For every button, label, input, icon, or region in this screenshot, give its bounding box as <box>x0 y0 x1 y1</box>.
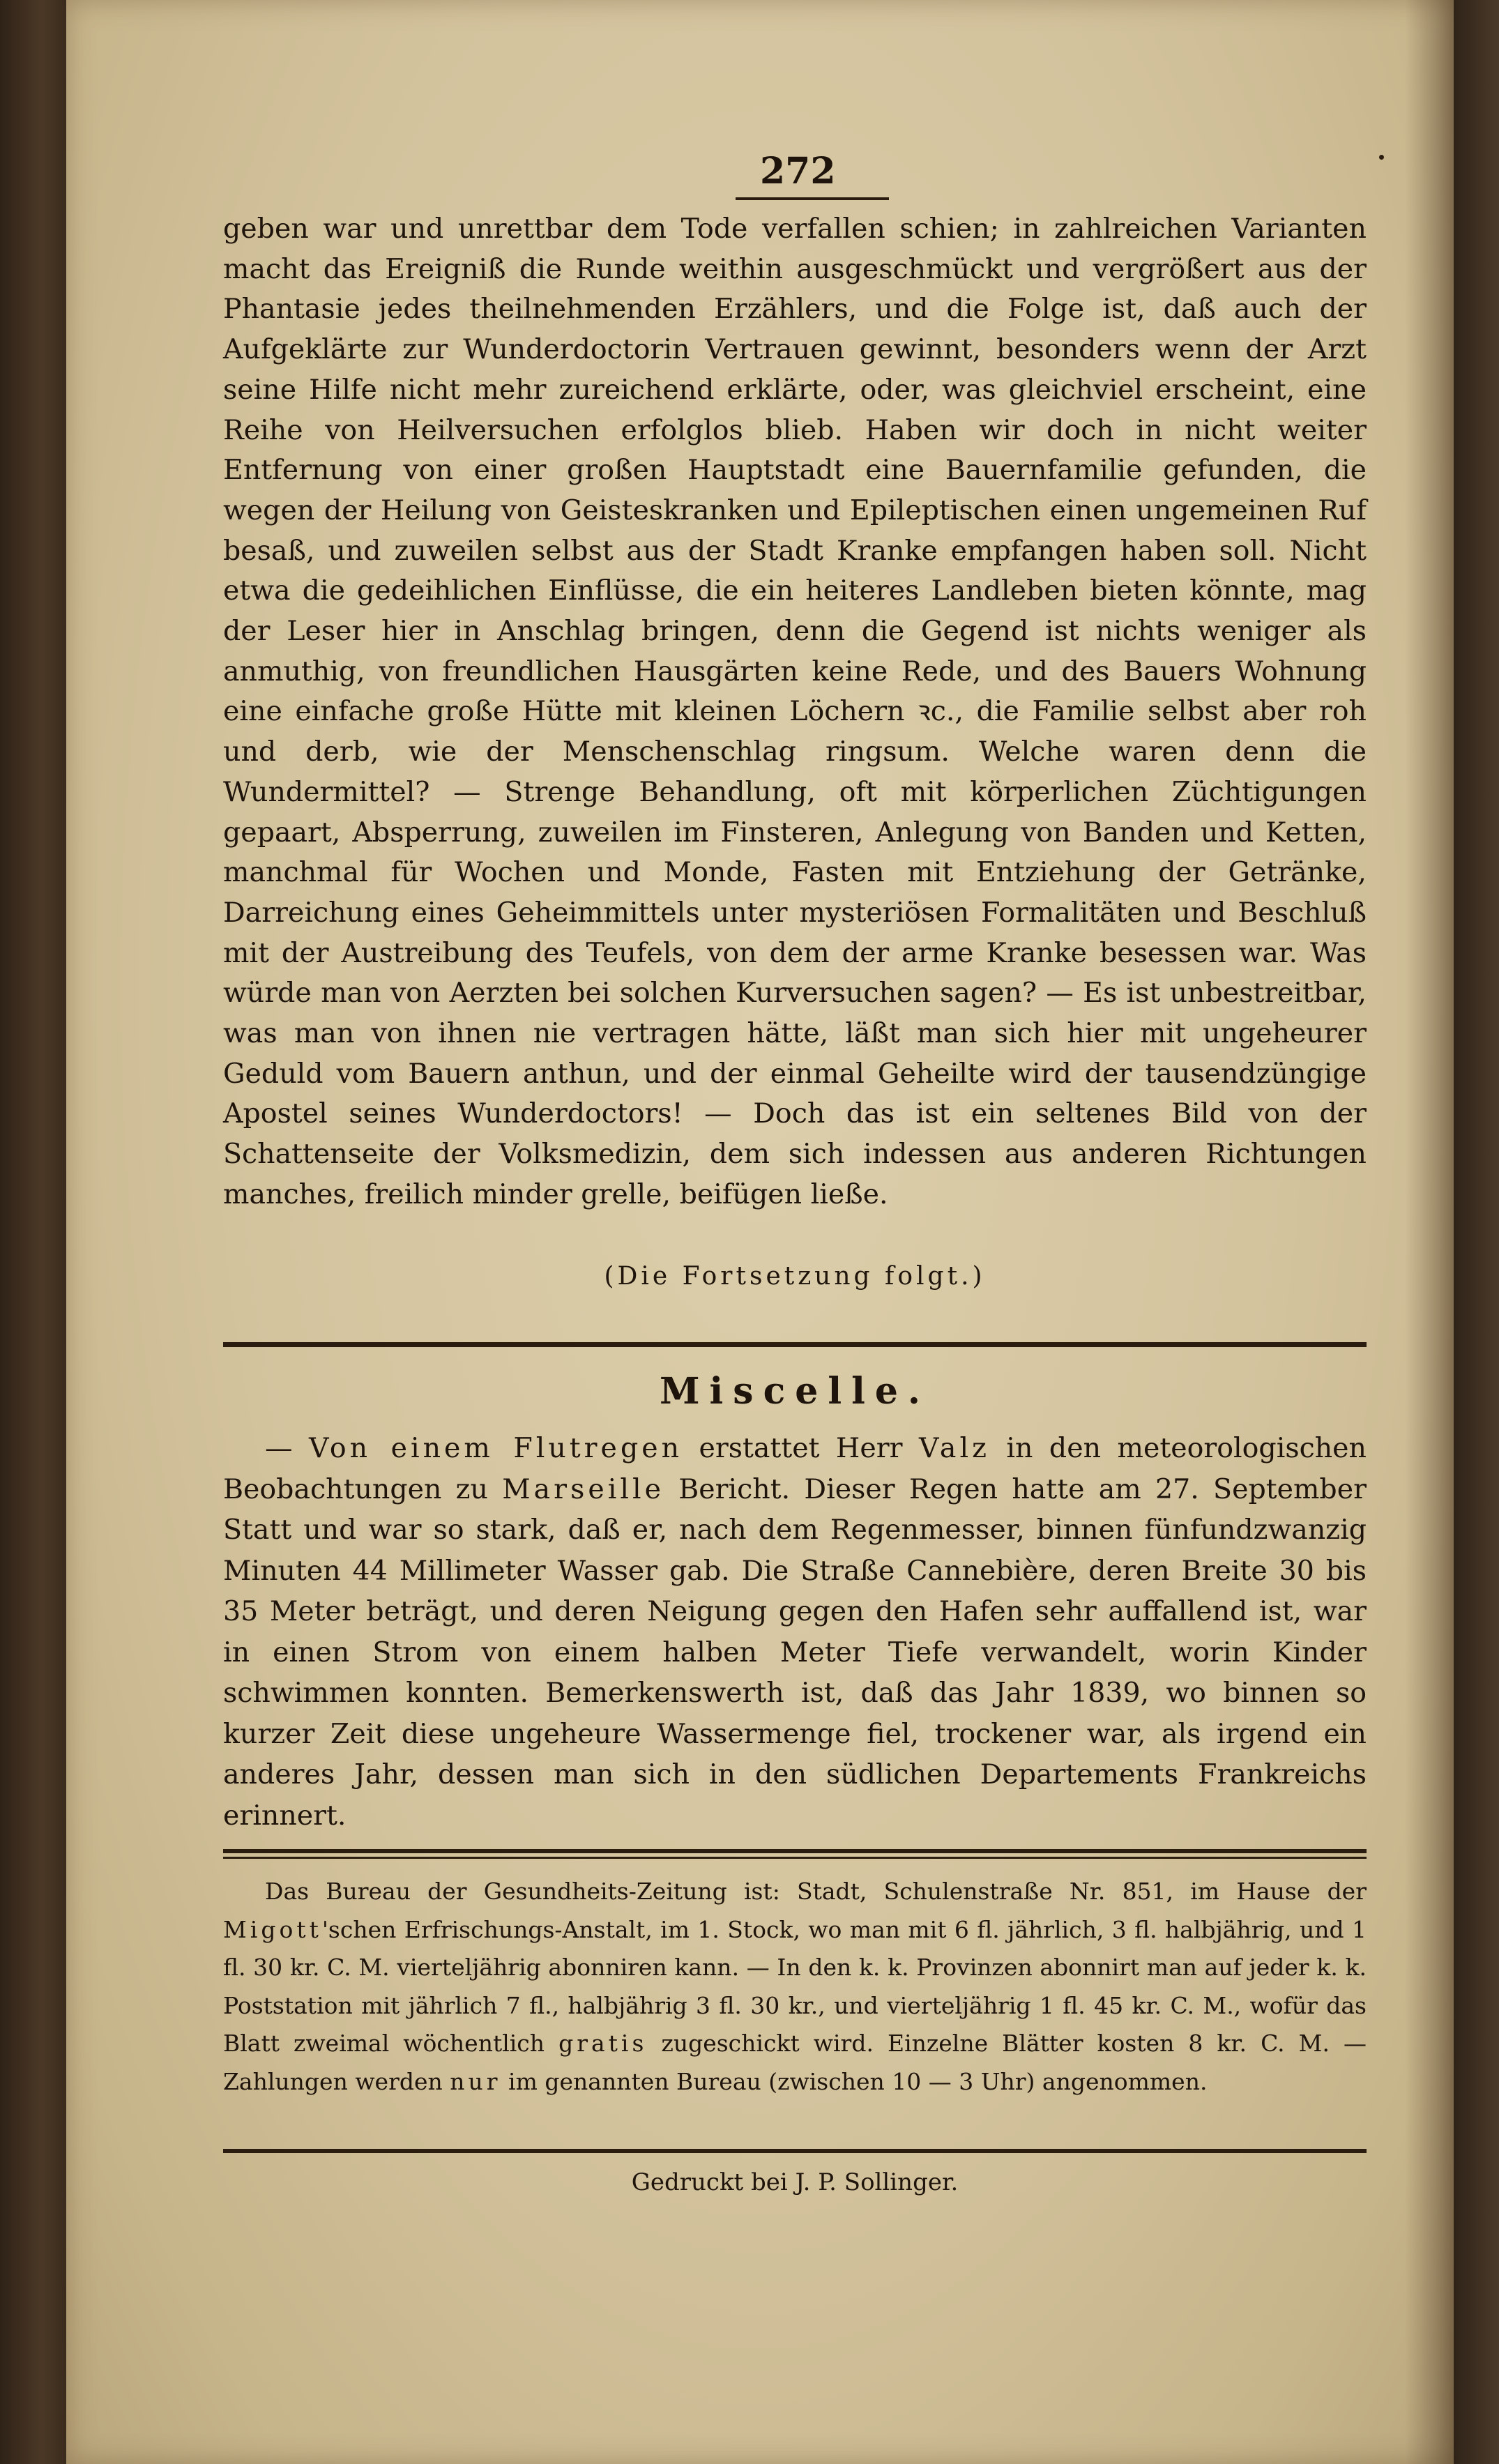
footer-text-d: im genannten Bureau (zwischen 10 — 3 Uhr) angenommen. <box>501 2067 1208 2095</box>
subscription-paragraph <box>223 1873 1367 2101</box>
footer-text-b: 'schen Erfrischungs-Anstalt, im 1. Stock, wo man mit 6 fl. jährlich, 3 fl. halbjährig, und 1 fl. 30 kr. C. M. vierteljährig abonniren kann. — In den k. k. Provinzen abonnirt man auf jeder k. k. Poststation mit jährlich 7 fl., halbjährig 3 fl. 30 kr., und vierteljährig 1 fl. 45 kr. C. M., wofür das Blatt zweimal wöchentlich <box>223 1915 1367 2057</box>
footer-text-a: Das Bureau der Gesundheits-Zeitung ist: Stadt, Schulenstraße Nr. 851, im Hause der <box>265 1878 1367 1905</box>
article-body <box>223 209 1367 1215</box>
name-valz: Valz <box>919 1432 990 1464</box>
footer-rule-top-thin <box>223 1857 1367 1859</box>
page-gutter-shadow <box>1405 0 1454 2464</box>
name-marseille: Marseille <box>502 1473 664 1505</box>
ink-mark <box>1379 155 1384 160</box>
page-number-rule <box>736 197 889 200</box>
continued-note: (Die Fortsetzung folgt.) <box>604 1262 986 1291</box>
word-nur: nur <box>450 2067 501 2095</box>
miscellany-dash: — <box>265 1432 309 1464</box>
footer-rule-top <box>223 1849 1367 1853</box>
footer-rule-bottom <box>223 2149 1367 2153</box>
article-paragraph: geben war und unrettbar dem Tode verfallen schien; in zahlreichen Varianten macht das Ereigniß die Runde weithin ausgeschmückt und vergrößert aus der Phantasie jedes theilnehmenden Erzählers, und die Folge ist, daß auch der Aufgeklärte zur Wunderdoctorin Vertrauen gewinnt, besonders wenn der Arzt seine Hilfe nicht mehr zureichend erklärte, oder, was gleichviel erscheint, eine Reihe von Heilversuchen erfolglos blieb. Haben wir doch in nicht weiter Entfernung von einer großen Hauptstadt eine Bauernfamilie gefunden, die wegen der Heilung von Geisteskranken und Epileptischen einen ungemeinen Ruf besaß, und zuweilen selbst aus der Stadt Kranke empfangen haben soll. Nicht etwa die gedeihlichen Einflüsse, die ein heiteres Landleben bieten könnte, mag der Leser hier in Anschlag bringen, denn die Gegend ist nichts weniger als anmuthig, von freundlichen Hausgärten keine Rede, und des Bauers Wohnung eine einfache große Hütte mit kleinen Löchern ꝛc., die Familie selbst aber roh und derb, wie der Menschenschlag ringsum. Welche waren denn die Wundermittel? — Strenge Behandlung, oft mit körperlichen Züchtigungen gepaart, Absperrung, zuweilen im Finsteren, Anlegung von Banden und Ketten, manchmal für Wochen und Monde, Fasten mit Entziehung der Getränke, Darreichung eines Geheimmittels unter mysteriösen Formalitäten und Beschluß mit der Austreibung des Teufels, von dem der arme Kranke besessen war. Was würde man von Aerzten bei solchen Kurversuchen sagen? — Es ist unbestreitbar, was man von ihnen nie vertragen hätte, läßt man sich hier mit ungeheurer Geduld vom Bauern anthun, und der einmal Geheilte wird der tausendzüngige Apostel seines Wunderdoctors! — Doch das ist ein seltenes Bild von der Schattenseite der Volksmedizin, dem sich indessen aus anderen Richtungen manches, freilich minder grelle, beifügen ließe. <box>223 213 1367 1210</box>
section-divider <box>223 1342 1367 1347</box>
page-number: 272 <box>760 150 836 192</box>
miscellany-lead: Von einem Flutregen <box>308 1432 683 1464</box>
miscellany-text-b: in den meteorologischen Beobachtungen zu <box>223 1432 1367 1505</box>
miscellany-text-a: erstattet Herr <box>683 1432 919 1464</box>
miscellany-text-c: Bericht. Dieser Regen hatte am 27. September Statt und war so stark, daß er, nach dem Regenmesser, binnen fünfundzwanzig Minuten 44 Millimeter Wasser gab. Die Straße Cannebière, deren Breite 30 bis 35 Meter beträgt, und deren Neigung gegen den Hafen sehr auffallend ist, war in einen Strom von einem halben Meter Tiefe verwandelt, worin Kinder schwimmen konnten. Bemerkenswerth ist, daß das Jahr 1839, wo binnen so kurzer Zeit diese ungeheure Wassermenge fiel, trockener war, als irgend ein anderes Jahr, dessen man sich in den südlichen Departements Frankreichs erinnert. <box>223 1473 1367 1832</box>
subscription-notice <box>223 1873 1367 2101</box>
printer-imprint: Gedruckt bei J. P. Sollinger. <box>631 2168 959 2196</box>
miscellany-paragraph <box>223 1428 1367 1836</box>
name-migott: Migott <box>223 1915 322 1943</box>
word-gratis: gratis <box>558 2030 648 2057</box>
miscellany-heading: Miscelle. <box>659 1370 931 1413</box>
miscellany-body <box>223 1428 1367 1836</box>
footer-text-c: zugeschickt wird. Einzelne Blätter kosten 8 kr. C. M. — Zahlungen werden <box>223 2030 1367 2095</box>
